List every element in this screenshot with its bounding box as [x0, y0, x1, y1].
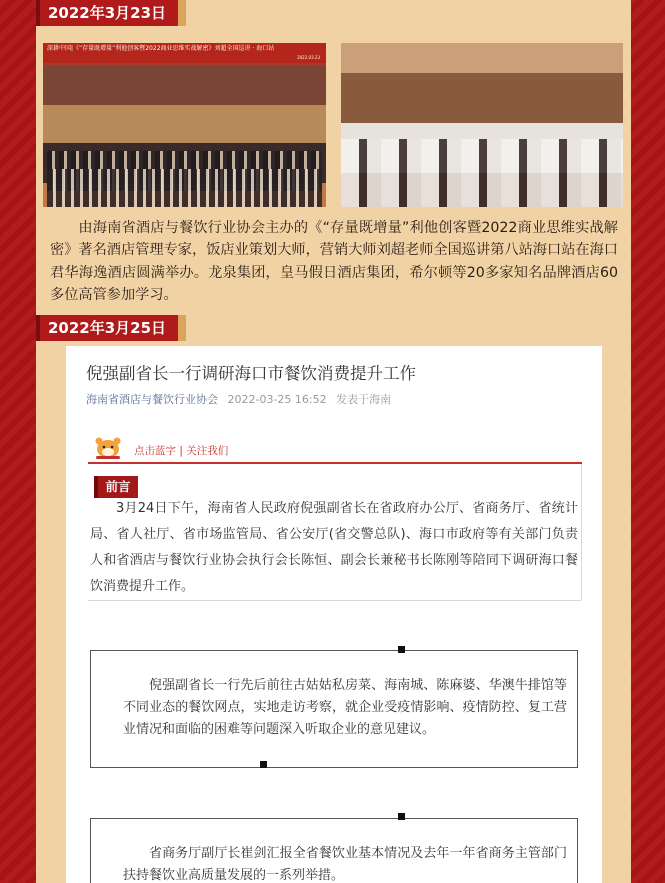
intro-section: [88, 464, 582, 600]
date-tab-1: 2022年3月23日: [36, 0, 186, 26]
text-box-2: [90, 818, 578, 883]
article-location: 发表于海南: [336, 393, 392, 406]
article-title: 倪强副省长一行调研海口市餐饮消费提升工作: [86, 364, 416, 383]
text-box-1: [90, 650, 578, 768]
event-description: 由海南省酒店与餐饮行业协会主办的《“存量既增量”利他创客暨2022商业思维实战解密》著名酒店管理专家，饭店业策划大师，营销大师刘超老师全国巡讲第八站海口站在海口君华海逸酒店圆满举办。龙泉集团，皇马假日酒店集团，希尔顿等20多家知名品牌酒店60多位高管参加学习。: [50, 220, 618, 304]
date-tab-2: 2022年3月25日: [36, 315, 186, 341]
box-text: 省商务厅副厅长崔剑汇报全省餐饮业基本情况及去年一年省商务主管部门扶持餐饮业高质量发展的一系列举措。: [123, 846, 567, 883]
follow-text: 点击蓝字 | 关注我们: [134, 445, 229, 457]
article-meta: [86, 391, 397, 407]
crowd-row: [47, 169, 322, 207]
photo-banner: 深耕中国|《“存量既增量”利他创客暨2022商业思维实战解密》刘超全国巡讲 · 海口站: [43, 43, 326, 63]
seminar-photo[interactable]: [341, 43, 623, 207]
follow-banner[interactable]: [88, 434, 582, 464]
article-datetime: 2022-03-25 16:52: [227, 393, 327, 406]
box-text: 倪强副省长一行先后前往古姑姑私房菜、海南城、陈麻婆、华澳牛排馆等不同业态的餐饮网点，实地走访考察，就企业受疫情影响、疫情防控、复工营业情况和面临的困难等问题深入听取企业的意见建议。: [123, 678, 567, 737]
divider: [88, 600, 581, 601]
photo-date: 2022.03.23: [297, 55, 320, 60]
tiger-mascot-icon: [90, 436, 126, 460]
right-border-decoration: [629, 0, 665, 883]
seminar-tables: [341, 139, 623, 207]
article-org-link[interactable]: 海南省酒店与餐饮行业协会: [86, 393, 218, 406]
left-border-decoration: [0, 0, 36, 883]
box-handle-dot: [260, 761, 267, 768]
box-handle-dot: [398, 646, 405, 653]
intro-tag: 前言: [94, 476, 138, 498]
intro-text: 3月24日下午，海南省人民政府倪强副省长在省政府办公厅、省商务厅、省统计局、省人社厅、省市场监管局、省公安厅(省交警总队)、海口市政府等有关部门负责人和省酒店与餐饮行业协会执行会长陈恒、副会长兼秘书长陈刚等陪同下调研海口餐饮消费提升工作。: [90, 501, 578, 594]
group-photo[interactable]: [43, 43, 326, 207]
article-card: [66, 346, 602, 883]
box-handle-dot: [398, 813, 405, 820]
